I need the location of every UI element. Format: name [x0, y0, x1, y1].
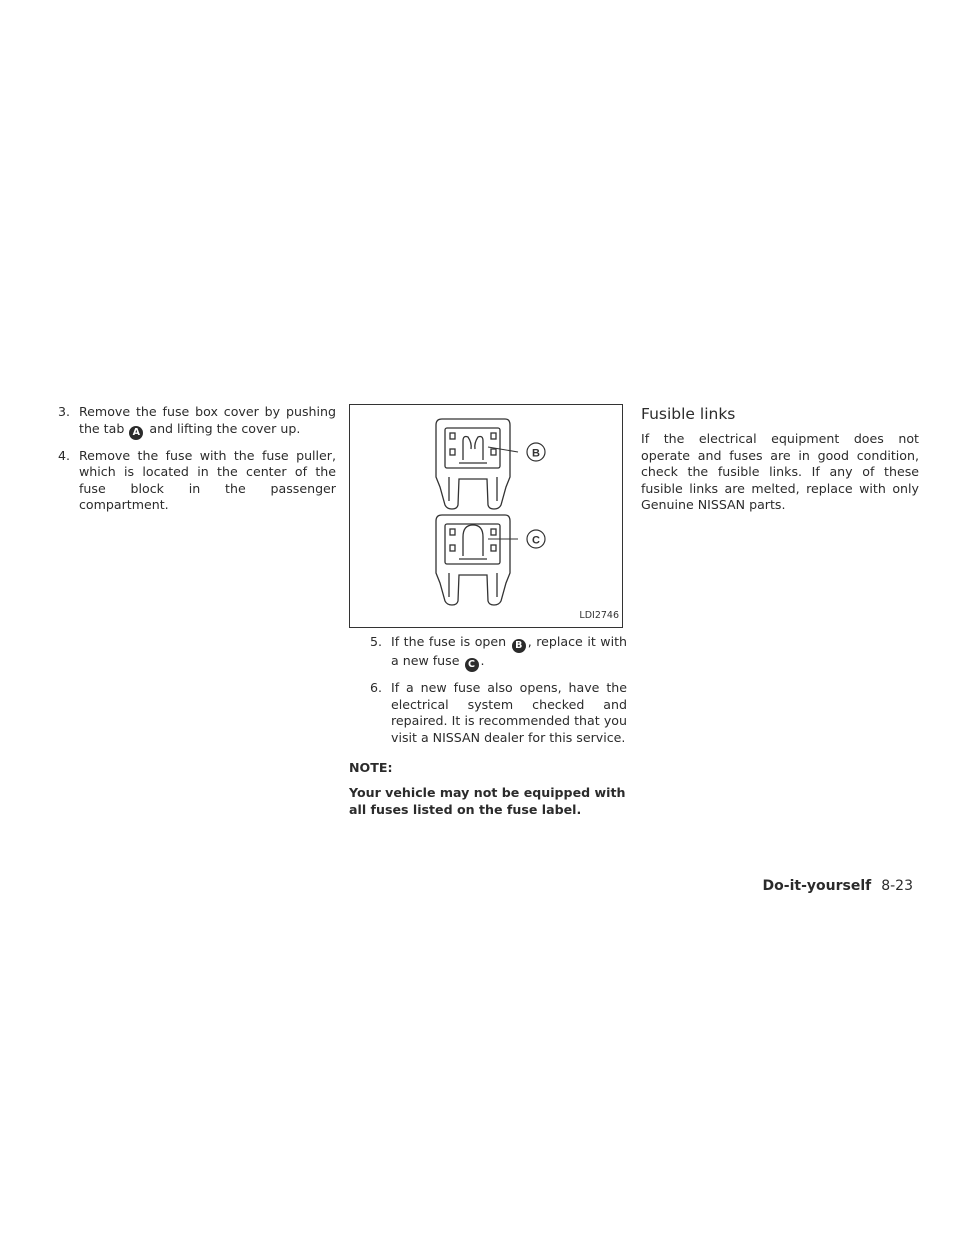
callout-c-label: C: [532, 534, 540, 547]
callout-c-inline-icon: C: [465, 658, 479, 672]
step-number: 4.: [58, 447, 71, 463]
step-number: 3.: [58, 404, 71, 419]
step-text: Remove the fuse box cover by pushing the tab: [79, 404, 336, 436]
footer-section-title: Do-it-yourself: [762, 878, 872, 894]
step-number: 6.: [370, 680, 383, 695]
note-heading: NOTE:: [349, 760, 393, 776]
section-heading: Fusible links: [641, 405, 736, 423]
page-number: 8-23: [881, 878, 913, 894]
step-5: [370, 634, 627, 672]
note-text: Your vehicle may not be equipped with all fuses listed on the fuse label.: [349, 784, 626, 817]
step-number: 5.: [370, 634, 383, 649]
step-text: If a new fuse also opens, have the electrical system checked and repaired. It is recommended that you visit a NISSAN dealer for this service.: [391, 680, 627, 745]
callout-b-inline-icon: B: [512, 639, 526, 653]
right-column: [641, 404, 919, 514]
new-fuse-icon: [436, 515, 510, 605]
step-text-continued: , replace it with a new fuse: [391, 634, 628, 668]
left-column: [58, 404, 336, 522]
step-text-end: .: [480, 653, 485, 668]
step-3: [58, 404, 336, 440]
step-6: [370, 680, 627, 746]
fuse-figure: [349, 404, 623, 628]
step-4: [58, 448, 336, 514]
section-paragraph: If the electrical equipment does not operate and fuses are in good condition, check the fusible links. If any of these fusible links are melted, replace with only Genuine NISSAN parts.: [641, 431, 919, 513]
callout-b-label: B: [532, 447, 540, 460]
page-footer: [0, 878, 913, 894]
step-text: Remove the fuse with the fuse puller, which is located in the center of the fuse block in the passenger compartment.: [79, 447, 336, 513]
leader-lines: [488, 447, 518, 539]
step-text: If the fuse is open: [391, 634, 507, 649]
fuse-illustration: [350, 405, 622, 627]
middle-column: [349, 404, 627, 818]
callout-a-icon: A: [129, 426, 143, 440]
blown-fuse-icon: [436, 419, 510, 509]
step-text-continued: and lifting the cover up.: [149, 420, 301, 436]
step-list: [349, 634, 627, 746]
figure-code: LDI2746: [579, 610, 619, 622]
